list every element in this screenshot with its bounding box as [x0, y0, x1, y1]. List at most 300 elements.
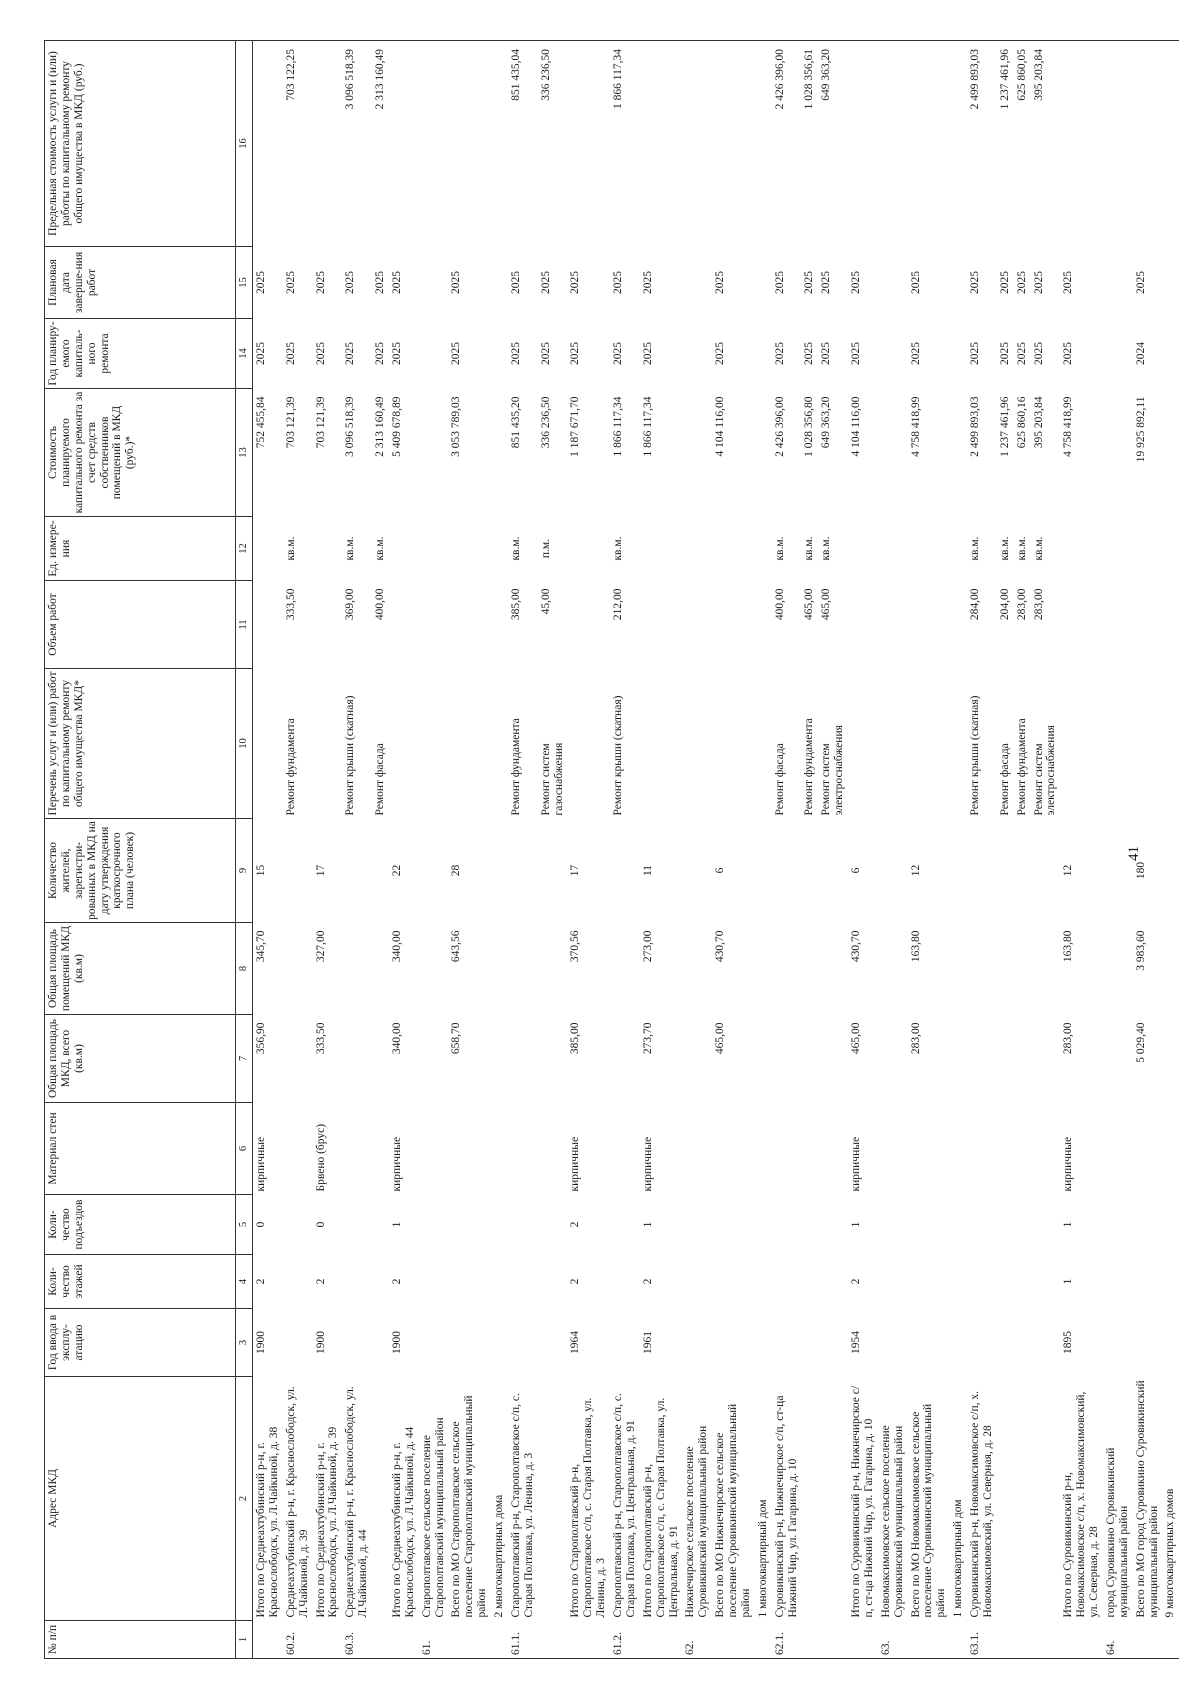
- cell-col-14: 2025: [344, 342, 357, 365]
- cell-col-3: [538, 1309, 568, 1377]
- cell-col-2: [1014, 1377, 1031, 1621]
- cell-col-4: [283, 1255, 313, 1309]
- cell-col-13: 2 499 893,03: [969, 396, 981, 457]
- table-row: [538, 41, 568, 1659]
- cell-col-16: 1 237 461,96: [997, 41, 1014, 247]
- cell-col-15: 2025: [1062, 271, 1075, 294]
- cell-col-11: [755, 581, 772, 669]
- cell-col-1: [253, 1621, 283, 1659]
- cell-col-3: [419, 1309, 449, 1377]
- cell-col-1: [567, 1621, 610, 1659]
- cell-col-12: п.м.: [539, 538, 552, 559]
- cell-col-12: кв.м.: [1032, 536, 1045, 561]
- column-number-15: 15: [236, 247, 253, 319]
- cell-col-12: кв.м.: [612, 536, 624, 561]
- cell-col-16: 2 313 160,49: [372, 41, 389, 247]
- cell-col-12: [908, 517, 951, 581]
- cell-col-2: Старополтавский р-н, Старополтавское с/п, с. Старая Полтавка, ул. Ленина, д. 3: [509, 1393, 535, 1618]
- cell-col-13: 1 187 671,70: [569, 396, 582, 457]
- cell-col-3: [508, 1309, 538, 1377]
- cell-col-16: [419, 41, 449, 247]
- cell-col-16: [253, 41, 283, 247]
- page-number: 41: [1126, 846, 1142, 861]
- cell-col-7: [997, 1015, 1014, 1103]
- cell-col-11: [1060, 581, 1103, 669]
- cell-col-13: 1 866 117,34: [641, 396, 654, 457]
- cell-col-6: кирпичные: [641, 1136, 654, 1192]
- cell-col-3: [997, 1309, 1014, 1377]
- column-number-11: 11: [236, 581, 253, 669]
- cell-col-15: 2025: [714, 271, 727, 294]
- cell-col-14: 2025: [539, 342, 552, 365]
- cell-col-7: 465,00: [714, 1022, 727, 1055]
- cell-col-13: 649 363,20: [820, 396, 833, 449]
- table-row: [253, 41, 283, 1659]
- cell-col-12: кв.м.: [344, 536, 357, 561]
- table-row: [448, 41, 491, 1659]
- cell-col-4: [712, 1255, 755, 1309]
- cell-col-1: [389, 1621, 419, 1659]
- cell-col-15: [755, 247, 772, 319]
- cell-col-11: [448, 581, 491, 669]
- table-row: [878, 41, 908, 1659]
- cell-col-5: [342, 1195, 372, 1255]
- cell-col-13: 3 096 518,39: [344, 396, 357, 457]
- cell-col-13: 3 053 789,03: [450, 396, 463, 457]
- cell-col-12: [1103, 517, 1133, 581]
- cell-col-16: [313, 41, 343, 247]
- cell-col-4: [755, 1255, 772, 1309]
- cell-col-9: [755, 819, 772, 923]
- cell-col-14: 2025: [714, 342, 727, 365]
- cell-col-10: [1133, 669, 1163, 819]
- cell-col-1: [1014, 1621, 1031, 1659]
- cell-col-5: 1: [850, 1221, 862, 1228]
- cell-col-4: [1162, 1255, 1179, 1309]
- cell-col-5: [1031, 1195, 1061, 1255]
- cell-col-16: 336 236,50: [538, 41, 568, 247]
- cell-col-16: 1 866 117,34: [610, 41, 640, 247]
- column-header-4: Коли-чество этажей: [45, 1255, 236, 1309]
- cell-col-3: [372, 1309, 389, 1377]
- cell-col-6: кирпичные: [569, 1136, 582, 1192]
- cell-col-5: [878, 1195, 908, 1255]
- cell-col-6: кирпичные: [390, 1136, 403, 1192]
- cell-col-10: Ремонт крыши (скатная): [344, 695, 357, 816]
- cell-col-6: [1103, 1103, 1133, 1195]
- cell-col-7: 385,00: [569, 1022, 582, 1055]
- cell-col-5: [712, 1195, 755, 1255]
- cell-col-16: [1162, 41, 1179, 247]
- cell-col-6: [818, 1103, 848, 1195]
- cell-col-13: 5 409 678,89: [390, 396, 403, 457]
- cell-col-3: [682, 1309, 712, 1377]
- cell-col-2: Всего по МО Старополтавское сельское поселение Старополтавский муниципальный район: [450, 1395, 489, 1618]
- cell-col-11: [491, 581, 508, 669]
- cell-col-13: 2 313 160,49: [374, 396, 386, 457]
- table-row: [1014, 41, 1031, 1659]
- column-header-9: Количество жителей, зарегистри-рованных в МКД на дату утверждения краткосрочного плана (человек): [45, 819, 236, 923]
- cell-col-13: [950, 389, 967, 517]
- cell-col-6: [967, 1103, 997, 1195]
- cell-col-5: [818, 1195, 848, 1255]
- cell-col-4: 2: [569, 1278, 582, 1285]
- cell-col-12: кв.м.: [773, 536, 786, 561]
- cell-col-15: 2025: [773, 271, 786, 294]
- cell-col-6: Брвено (брус): [314, 1123, 327, 1192]
- cell-col-6: [1133, 1103, 1163, 1195]
- cell-col-15: 2025: [850, 271, 862, 294]
- cell-col-7: 340,00: [390, 1022, 403, 1055]
- cell-col-1: [313, 1621, 343, 1659]
- cell-col-12: [682, 517, 712, 581]
- cell-col-14: 2025: [314, 342, 327, 365]
- cell-col-16: [908, 41, 951, 247]
- cell-col-1: [491, 1621, 508, 1659]
- cell-col-3: 1900: [255, 1331, 267, 1354]
- column-number-6: 6: [236, 1103, 253, 1195]
- column-number-10: 10: [236, 669, 253, 819]
- cell-col-3: [1014, 1309, 1031, 1377]
- table-row: [640, 41, 683, 1659]
- cell-col-4: 1: [1062, 1278, 1075, 1285]
- cell-col-1: 63.1.: [967, 1621, 997, 1659]
- cell-col-5: [419, 1195, 449, 1255]
- cell-col-16: 649 363,20: [818, 41, 848, 247]
- cell-col-3: [283, 1309, 313, 1377]
- cell-col-2: 1 многоквартирный дом: [756, 1499, 769, 1618]
- column-header-16: Предельная стоимость услуги и (или) работы по капитальному ремонту общего имущества в МКД (руб.): [45, 41, 236, 247]
- cell-col-4: [372, 1255, 389, 1309]
- cell-col-15: 2025: [969, 271, 981, 294]
- cell-col-2: [801, 1377, 818, 1621]
- cell-col-3: [1133, 1309, 1163, 1377]
- cell-col-7: 273,70: [641, 1022, 654, 1055]
- cell-col-13: [755, 389, 772, 517]
- cell-col-5: 1: [641, 1221, 654, 1228]
- cell-col-7: [1162, 1015, 1179, 1103]
- cell-col-8: 273,00: [641, 930, 654, 963]
- cell-col-7: [342, 1015, 372, 1103]
- cell-col-5: 0: [255, 1221, 267, 1228]
- cell-col-7: 283,00: [1062, 1022, 1075, 1055]
- cell-col-7: [1014, 1015, 1031, 1103]
- cell-col-14: 2025: [450, 342, 463, 365]
- cell-col-3: [878, 1309, 908, 1377]
- cell-col-5: [908, 1195, 951, 1255]
- cell-col-16: [491, 41, 508, 247]
- cell-col-4: [967, 1255, 997, 1309]
- cell-col-10: Ремонт систем электроснабжения: [820, 725, 846, 816]
- cell-col-12: [1060, 517, 1103, 581]
- column-number-2: 2: [236, 1377, 253, 1621]
- cell-col-14: [419, 319, 449, 389]
- cell-col-8: [419, 923, 449, 1015]
- cell-col-3: 1900: [390, 1331, 403, 1354]
- cell-col-8: [878, 923, 908, 1015]
- cell-col-14: 2024: [1134, 342, 1147, 365]
- cell-col-4: [878, 1255, 908, 1309]
- cell-col-10: [908, 669, 951, 819]
- cell-col-6: [342, 1103, 372, 1195]
- table-row: [755, 41, 772, 1659]
- cell-col-6: [950, 1103, 967, 1195]
- cell-col-8: [967, 923, 997, 1015]
- table-row: [950, 41, 967, 1659]
- cell-col-16: [712, 41, 755, 247]
- cell-col-4: [818, 1255, 848, 1309]
- cell-col-1: [848, 1621, 878, 1659]
- cell-col-4: [908, 1255, 951, 1309]
- cell-col-11: 204,00: [998, 588, 1011, 621]
- cell-col-13: 625 860,16: [1015, 396, 1028, 449]
- cell-col-11: 400,00: [773, 588, 786, 621]
- cell-col-1: [997, 1621, 1014, 1659]
- cell-col-9: [1162, 819, 1179, 923]
- cell-col-1: [640, 1621, 683, 1659]
- cell-col-8: [491, 923, 508, 1015]
- cell-col-3: [818, 1309, 848, 1377]
- cell-col-2: 9 многоквартирных домов: [1164, 1488, 1177, 1618]
- cell-col-12: [448, 517, 491, 581]
- cell-col-13: 703 121,39: [314, 396, 327, 449]
- cell-col-5: [448, 1195, 491, 1255]
- cell-col-10: Ремонт фундамента: [509, 718, 522, 816]
- cell-col-9: [610, 819, 640, 923]
- column-header-6: Материал стен: [45, 1103, 236, 1195]
- cell-col-6: [491, 1103, 508, 1195]
- cell-col-15: [1103, 247, 1133, 319]
- column-number-7: 7: [236, 1015, 253, 1103]
- cell-col-4: [448, 1255, 491, 1309]
- table-row: [313, 41, 343, 1659]
- cell-col-5: [801, 1195, 818, 1255]
- cell-col-14: 2025: [1032, 342, 1045, 365]
- cell-col-11: [950, 581, 967, 669]
- cell-col-8: [772, 923, 802, 1015]
- cell-col-1: [1133, 1621, 1163, 1659]
- column-header-13: Стоимость планируемого капитального ремонта за счет средств собственников помещений в МКД (руб.)*: [45, 389, 236, 517]
- cell-col-6: [1162, 1103, 1179, 1195]
- cell-col-14: 2025: [284, 342, 297, 365]
- column-number-14: 14: [236, 319, 253, 389]
- cell-col-7: [878, 1015, 908, 1103]
- cell-col-8: [610, 923, 640, 1015]
- cell-col-3: [610, 1309, 640, 1377]
- cell-col-8: [372, 923, 389, 1015]
- cell-col-7: [610, 1015, 640, 1103]
- cell-col-9: [950, 819, 967, 923]
- cell-col-16: 395 203,84: [1031, 41, 1061, 247]
- cell-col-13: 1 237 461,96: [998, 396, 1011, 457]
- cell-col-8: [538, 923, 568, 1015]
- cell-col-7: [372, 1015, 389, 1103]
- cell-col-6: кирпичные: [255, 1136, 267, 1192]
- cell-col-15: 2025: [569, 271, 582, 294]
- cell-col-8: [1014, 923, 1031, 1015]
- cell-col-1: [538, 1621, 568, 1659]
- cell-col-8: 430,70: [714, 930, 727, 963]
- cell-col-7: [755, 1015, 772, 1103]
- cell-col-14: 2025: [850, 342, 862, 365]
- cell-col-5: [1133, 1195, 1163, 1255]
- cell-col-6: [283, 1103, 313, 1195]
- cell-col-7: 658,70: [450, 1022, 463, 1055]
- cell-col-11: [908, 581, 951, 669]
- cell-col-7: 356,90: [255, 1022, 267, 1055]
- cell-col-6: [372, 1103, 389, 1195]
- cell-col-10: [878, 669, 908, 819]
- cell-col-9: [967, 819, 997, 923]
- cell-col-3: 1964: [569, 1331, 582, 1354]
- cell-col-12: [712, 517, 755, 581]
- cell-col-11: [682, 581, 712, 669]
- cell-col-7: [818, 1015, 848, 1103]
- cell-col-4: [342, 1255, 372, 1309]
- cell-col-16: 2 426 396,00: [772, 41, 802, 247]
- cell-col-5: [950, 1195, 967, 1255]
- table-row: [372, 41, 389, 1659]
- cell-col-15: 2025: [820, 271, 833, 294]
- column-number-row: [236, 41, 253, 1659]
- cell-col-2: Суровикинский р-н, Нижнечирское с/п, ст-ца Нижний Чир, ул. Гагарина, д. 10: [773, 1395, 799, 1618]
- cell-col-13: 851 435,20: [509, 396, 522, 449]
- cell-col-14: 2025: [255, 342, 267, 365]
- cell-col-1: [1031, 1621, 1061, 1659]
- cell-col-15: 2025: [314, 271, 327, 294]
- cell-col-7: [1031, 1015, 1061, 1103]
- column-header-15: Плановая дата заверше-ния работ: [45, 247, 236, 319]
- cell-col-14: 2025: [803, 342, 816, 365]
- cell-col-15: 2025: [1015, 271, 1028, 294]
- cell-col-11: [419, 581, 449, 669]
- cell-col-14: [1162, 319, 1179, 389]
- table-row: [801, 41, 818, 1659]
- cell-col-9: [997, 819, 1014, 923]
- cell-col-9: [283, 819, 313, 923]
- column-header-12: Ед. измере-ния: [45, 517, 236, 581]
- cell-col-15: 2025: [1032, 271, 1045, 294]
- table-body: [253, 41, 1180, 1659]
- column-header-11: Объем работ: [45, 581, 236, 669]
- cell-col-10: Ремонт крыши (скатная): [969, 695, 981, 816]
- cell-col-1: [950, 1621, 967, 1659]
- cell-col-12: [640, 517, 683, 581]
- cell-col-9: [878, 819, 908, 923]
- cell-col-6: [538, 1103, 568, 1195]
- cell-col-1: 62.1.: [772, 1621, 802, 1659]
- table-row: [567, 41, 610, 1659]
- cell-col-11: 465,00: [803, 588, 816, 621]
- repair-plan-table: [44, 40, 1179, 1659]
- cell-col-11: 283,00: [1015, 588, 1028, 621]
- cell-col-1: [712, 1621, 755, 1659]
- cell-col-10: [253, 669, 283, 819]
- cell-col-13: [1103, 389, 1133, 517]
- table-row: [342, 41, 372, 1659]
- cell-col-12: [389, 517, 419, 581]
- cell-col-14: 2025: [641, 342, 654, 365]
- cell-col-5: [1103, 1195, 1133, 1255]
- column-number-13: 13: [236, 389, 253, 517]
- cell-col-3: [1162, 1309, 1179, 1377]
- cell-col-13: 19 925 892,11: [1134, 396, 1147, 463]
- cell-col-5: [283, 1195, 313, 1255]
- cell-col-8: [1031, 923, 1061, 1015]
- cell-col-14: [1103, 319, 1133, 389]
- cell-col-10: [419, 669, 449, 819]
- table-row: [283, 41, 313, 1659]
- cell-col-15: 2025: [998, 271, 1011, 294]
- cell-col-14: [755, 319, 772, 389]
- cell-col-11: [878, 581, 908, 669]
- cell-col-12: кв.м.: [803, 536, 816, 561]
- cell-col-11: 212,00: [612, 588, 624, 621]
- cell-col-8: [997, 923, 1014, 1015]
- table-row: [610, 41, 640, 1659]
- column-header-8: Общая площадь помещений МКД (кв.м): [45, 923, 236, 1015]
- cell-col-2: Всего по МО Новомаксимовское сельское поселение Суровикинский муниципальный район: [909, 1403, 948, 1618]
- cell-col-6: кирпичные: [850, 1136, 862, 1192]
- cell-col-15: [491, 247, 508, 319]
- cell-col-10: Ремонт крыши (скатная): [612, 695, 624, 816]
- cell-col-15: [682, 247, 712, 319]
- cell-col-1: 61.2.: [610, 1621, 640, 1659]
- cell-col-6: [801, 1103, 818, 1195]
- cell-col-11: [712, 581, 755, 669]
- cell-col-7: [508, 1015, 538, 1103]
- cell-col-13: [878, 389, 908, 517]
- cell-col-10: Ремонт фундамента: [1015, 718, 1028, 816]
- cell-col-2: Итого по Среднеахтубинский р-н, г. Краснослободск, ул. Л.Чайкиной, д. 44: [390, 1426, 416, 1618]
- cell-col-13: 2 426 396,00: [773, 396, 786, 457]
- cell-col-3: 1961: [641, 1331, 654, 1354]
- cell-col-12: [1162, 517, 1179, 581]
- repair-plan-table-wrap: [44, 41, 1177, 1659]
- table-row: [997, 41, 1014, 1659]
- cell-col-7: [538, 1015, 568, 1103]
- cell-col-16: [1060, 41, 1103, 247]
- cell-col-13: 4 758 418,99: [1062, 396, 1075, 457]
- table-row: [1103, 41, 1133, 1659]
- column-number-3: 3: [236, 1309, 253, 1377]
- cell-col-5: 2: [569, 1221, 582, 1228]
- cell-col-14: 2025: [569, 342, 582, 365]
- cell-col-16: [1103, 41, 1133, 247]
- cell-col-9: [491, 819, 508, 923]
- cell-col-3: [967, 1309, 997, 1377]
- column-header-14: Год планиру-емого капиталь-ного ремонта: [45, 319, 236, 389]
- column-number-5: 5: [236, 1195, 253, 1255]
- cell-col-5: [610, 1195, 640, 1255]
- cell-col-8: [950, 923, 967, 1015]
- cell-col-4: [610, 1255, 640, 1309]
- cell-col-2: Всего по МО Нижнечирское сельское поселение Суровикинский муниципальный район: [714, 1403, 752, 1618]
- cell-col-10: [389, 669, 419, 819]
- cell-col-14: 2025: [909, 342, 922, 365]
- cell-col-15: 2025: [1134, 271, 1147, 294]
- table-row: [1060, 41, 1103, 1659]
- cell-col-5: [508, 1195, 538, 1255]
- cell-col-12: [491, 517, 508, 581]
- cell-col-12: кв.м.: [1015, 536, 1028, 561]
- cell-col-13: 336 236,50: [539, 396, 552, 449]
- cell-col-9: [342, 819, 372, 923]
- cell-col-15: [950, 247, 967, 319]
- cell-col-1: 64.: [1103, 1621, 1133, 1659]
- table-row: [772, 41, 802, 1659]
- cell-col-10: [682, 669, 712, 819]
